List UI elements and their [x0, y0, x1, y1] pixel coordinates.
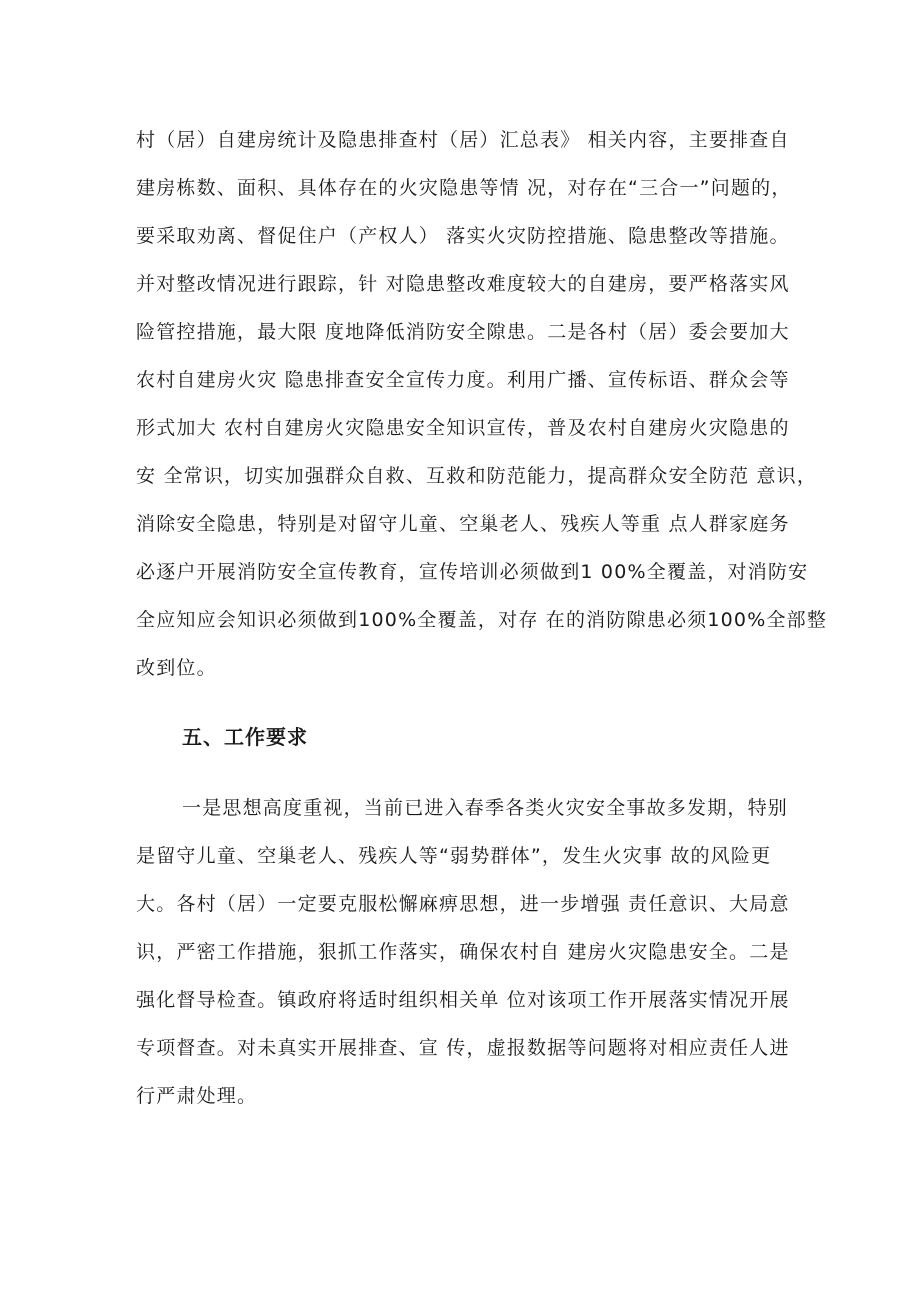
paragraph-line: 行严肃处理。 [136, 1085, 258, 1107]
paragraph-line: 并对整改情况进行跟踪，针 对隐患整改难度较大的自建房，要严格落实风 [136, 273, 790, 295]
paragraph-line: 改到位。 [136, 657, 217, 679]
paragraph-line: 形式加大 农村自建房火灾隐患安全知识宣传，普及农村自建房火灾隐患的 [136, 417, 790, 439]
paragraph-line: 专项督查。对未真实开展排查、宣 传，虚报数据等问题将对相应责任人进 [136, 1037, 790, 1059]
paragraph-line: 安 全常识，切实加强群众自救、互救和防范能力，提高群众安全防范 意识， [136, 465, 818, 487]
paragraph-line: 全应知应会知识必须做到100%全覆盖，对存 在的消防隙患必须100%全部整 [136, 609, 828, 631]
paragraph-line: 强化督导检查。镇政府将适时组织相关单 位对该项工作开展落实情况开展 [136, 989, 790, 1011]
paragraph-line: 一是思想高度重视，当前已进入春季各类火灾安全事故多发期，特别 [182, 797, 789, 819]
paragraph-line: 必逐户开展消防安全宣传教育，宣传培训必须做到1 00%全覆盖，对消防安 [136, 561, 809, 583]
paragraph-line: 大。各村（居）一定要克服松懈麻痹思想，进一步增强 责任意识、大局意 [136, 893, 790, 915]
paragraph-line: 消除安全隐患，特别是对留守儿童、空巢老人、残疾人等重 点人群家庭务 [136, 513, 790, 535]
section-heading-work-requirements: 五、工作要求 [182, 725, 308, 749]
paragraph-line: 识，严密工作措施，狠抓工作落实，确保农村自 建房火灾隐患安全。二是 [136, 941, 790, 963]
paragraph-line: 村（居）自建房统计及隐患排查村（居）汇总表》 相关内容，主要排查自 [136, 129, 790, 151]
paragraph-line: 险管控措施，最大限 度地降低消防安全隙患。二是各村（居）委会要加大 [136, 321, 790, 343]
paragraph-line: 要采取劝离、督促住户（产权人） 落实火灾防控措施、隐患整改等措施。 [136, 225, 790, 247]
paragraph-line: 建房栋数、面积、具体存在的火灾隐患等情 况，对存在“三合一”问题的， [136, 177, 792, 199]
paragraph-line: 农村自建房火灾 隐患排查安全宣传力度。利用广播、宣传标语、群众会等 [136, 369, 790, 391]
paragraph-line: 是留守儿童、空巢老人、残疾人等“弱势群体”，发生火灾事 故的风险更 [136, 845, 772, 867]
